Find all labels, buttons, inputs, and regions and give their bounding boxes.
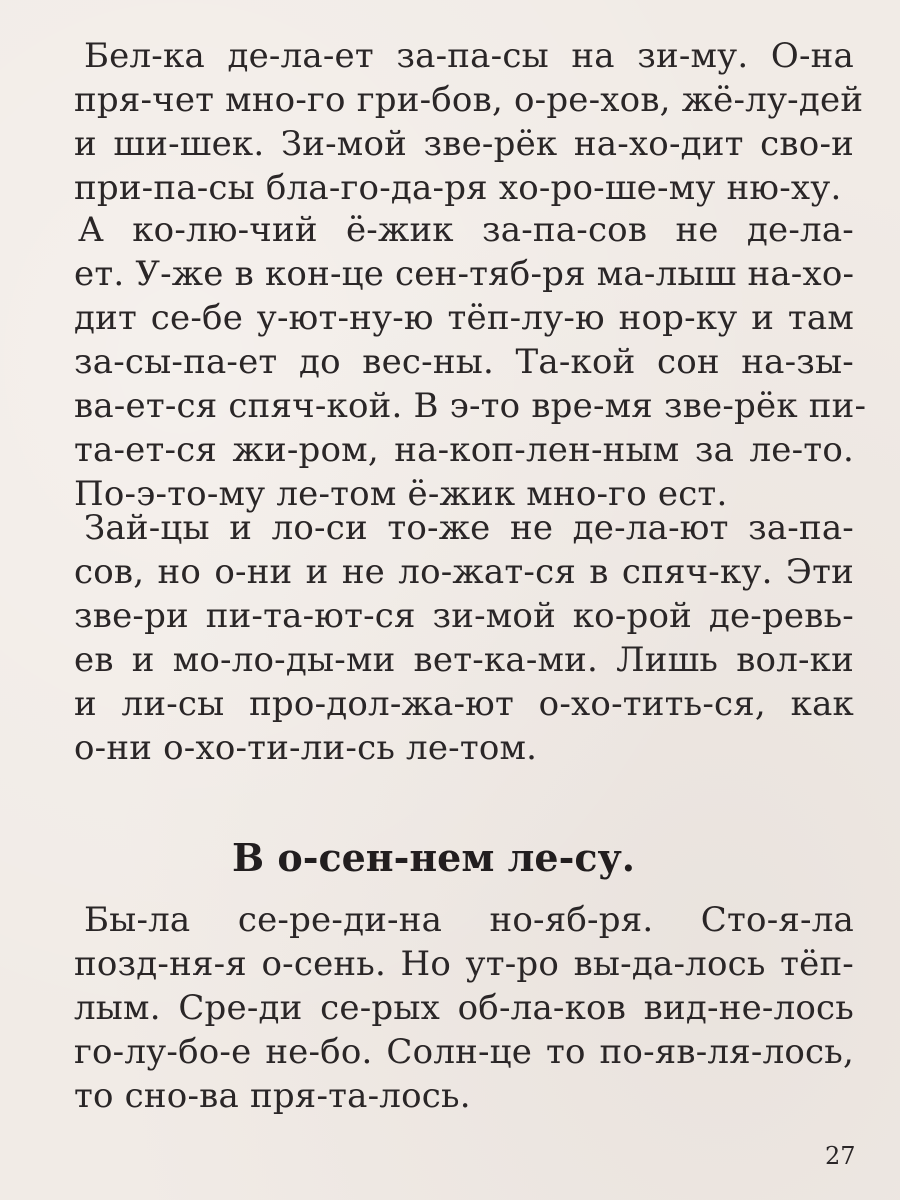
paragraph-hedgehog [74,208,867,516]
text-line: о-ни о-хо-ти-ли-сь ле-том. [74,728,538,768]
text-line: пря-чет мно-го гри-бов, о-ре-хов, жё-лу-дей [74,80,864,120]
text-line: Бы-ла се-ре-ди-на но-яб-ря. Сто-я-ла [84,900,854,940]
page-number: 27 [825,1142,856,1170]
text-line: го-лу-бо-е не-бо. Солн-це то по-яв-ля-лось, [74,1032,854,1072]
section-heading: В о-сен-нем ле-су. [232,835,636,880]
text-line: Бел-ка де-ла-ет за-па-сы на зи-му. О-на [84,36,854,76]
text-line: ет. У-же в кон-це сен-тяб-ря ма-лыш на-хо- [74,254,855,294]
paragraph-hares-elks [74,506,854,770]
paragraph-squirrel [74,34,864,210]
text-line: ев и мо-ло-ды-ми вет-ка-ми. Лишь вол-ки [74,640,854,680]
text-line: за-сы-па-ет до вес-ны. Та-кой сон на-зы- [74,342,854,382]
text-line: По-э-то-му ле-том ё-жик мно-го ест. [74,474,728,514]
text-line: ва-ет-ся спяч-кой. В э-то вре-мя зве-рёк пи- [74,386,867,426]
text-line: А ко-лю-чий ё-жик за-па-сов не де-ла- [78,210,854,250]
text-line: Зай-цы и ло-си то-же не де-ла-ют за-па- [84,508,854,548]
text-line: зве-ри пи-та-ют-ся зи-мой ко-рой де-ревь- [74,596,854,636]
text-line: и ли-сы про-дол-жа-ют о-хо-тить-ся, как [74,684,854,724]
text-line: сов, но о-ни и не ло-жат-ся в спяч-ку. Эти [74,552,854,592]
paragraph-autumn-forest [74,898,854,1118]
text-line: и ши-шек. Зи-мой зве-рёк на-хо-дит сво-и [74,124,854,164]
text-line: то сно-ва пря-та-лось. [74,1076,471,1116]
text-line: при-па-сы бла-го-да-ря хо-ро-ше-му ню-ху. [74,168,842,208]
text-line: позд-ня-я о-сень. Но ут-ро вы-да-лось тёп- [74,944,854,984]
text-line: лым. Сре-ди се-рых об-ла-ков вид-не-лось [74,988,854,1028]
text-line: дит се-бе у-ют-ну-ю тёп-лу-ю нор-ку и там [74,298,854,338]
text-line: та-ет-ся жи-ром, на-коп-лен-ным за ле-то. [74,430,854,470]
